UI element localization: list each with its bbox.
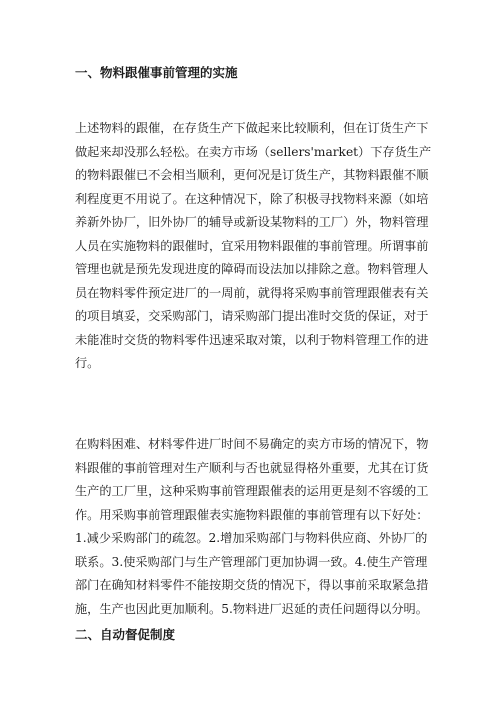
paragraph-line: 管理也就是预先发现进度的障碍而设法加以排除之意。物料管理人: [75, 262, 429, 276]
paragraph-line: 上述物料的跟催，在存货生产下做起来比较顺利，但在订货生产下: [75, 121, 429, 135]
paragraph-line: 施，生产也因此更加顺利。5.物料进厂迟延的责任问题得以分明。: [75, 601, 428, 616]
section-heading-2: 二、自动督促制度: [75, 627, 176, 642]
paragraph-line: 料跟催的事前管理对生产顺利与否也就显得格外重要，尤其在订货: [75, 460, 429, 475]
paragraph-line: 人员在实施物料的跟催时，宜采用物料跟催的事前管理。所谓事前: [75, 238, 429, 253]
paragraph-line: 在购料困难、材料零件进厂时间不易确定的卖方市场的情况下，物: [75, 437, 429, 451]
paragraph-line: 生产的工厂里，这种采购事前管理跟催表的运用更是刻不容缓的工: [75, 484, 429, 498]
paragraph-line: 员在物料零件预定进厂的一周前，就得将采购事前管理跟催表有关: [75, 285, 429, 300]
paragraph-line: 作。用采购事前管理跟催表实施物料跟催的事前管理有以下好处：: [75, 507, 429, 522]
paragraph-line: 做起来却没那么轻松。在卖方市场（sellers'market）下存货生产: [75, 144, 432, 159]
paragraph-line: 1.减少采购部门的疏忽。2.增加采购部门与物料供应商、外协厂的: [75, 531, 428, 545]
paragraph-line: 的项目填妥，交采购部门，请采购部门提出准时交货的保证，对于: [75, 309, 429, 323]
paragraph-line: 的物料跟催已不会相当顺利，更何况是订货生产，其物料跟催不顺: [75, 168, 429, 182]
paragraph-line: 联系。3.使采购部门与生产管理部门更加协调一致。4.使生产管理: [75, 554, 428, 569]
paragraph-line: 行。: [75, 356, 100, 370]
paragraph-2: [75, 433, 427, 621]
paragraph-line: 利程度更不用说了。在这种情况下，除了积极寻找物料来源（如培: [75, 191, 429, 206]
paragraph-line: 未能准时交货的物料零件迅速采取对策，以利于物料管理工作的进: [75, 332, 429, 347]
paragraph-line: 部门在确知材料零件不能按期交货的情况下，得以事前采取紧急措: [75, 578, 429, 592]
paragraph-line: 养新外协厂，旧外协厂的辅导或新设某物料的工厂）外，物料管理: [75, 215, 429, 229]
paragraph-1: [75, 117, 432, 376]
section-heading-1: 一、物料跟催事前管理的实施: [75, 65, 238, 80]
